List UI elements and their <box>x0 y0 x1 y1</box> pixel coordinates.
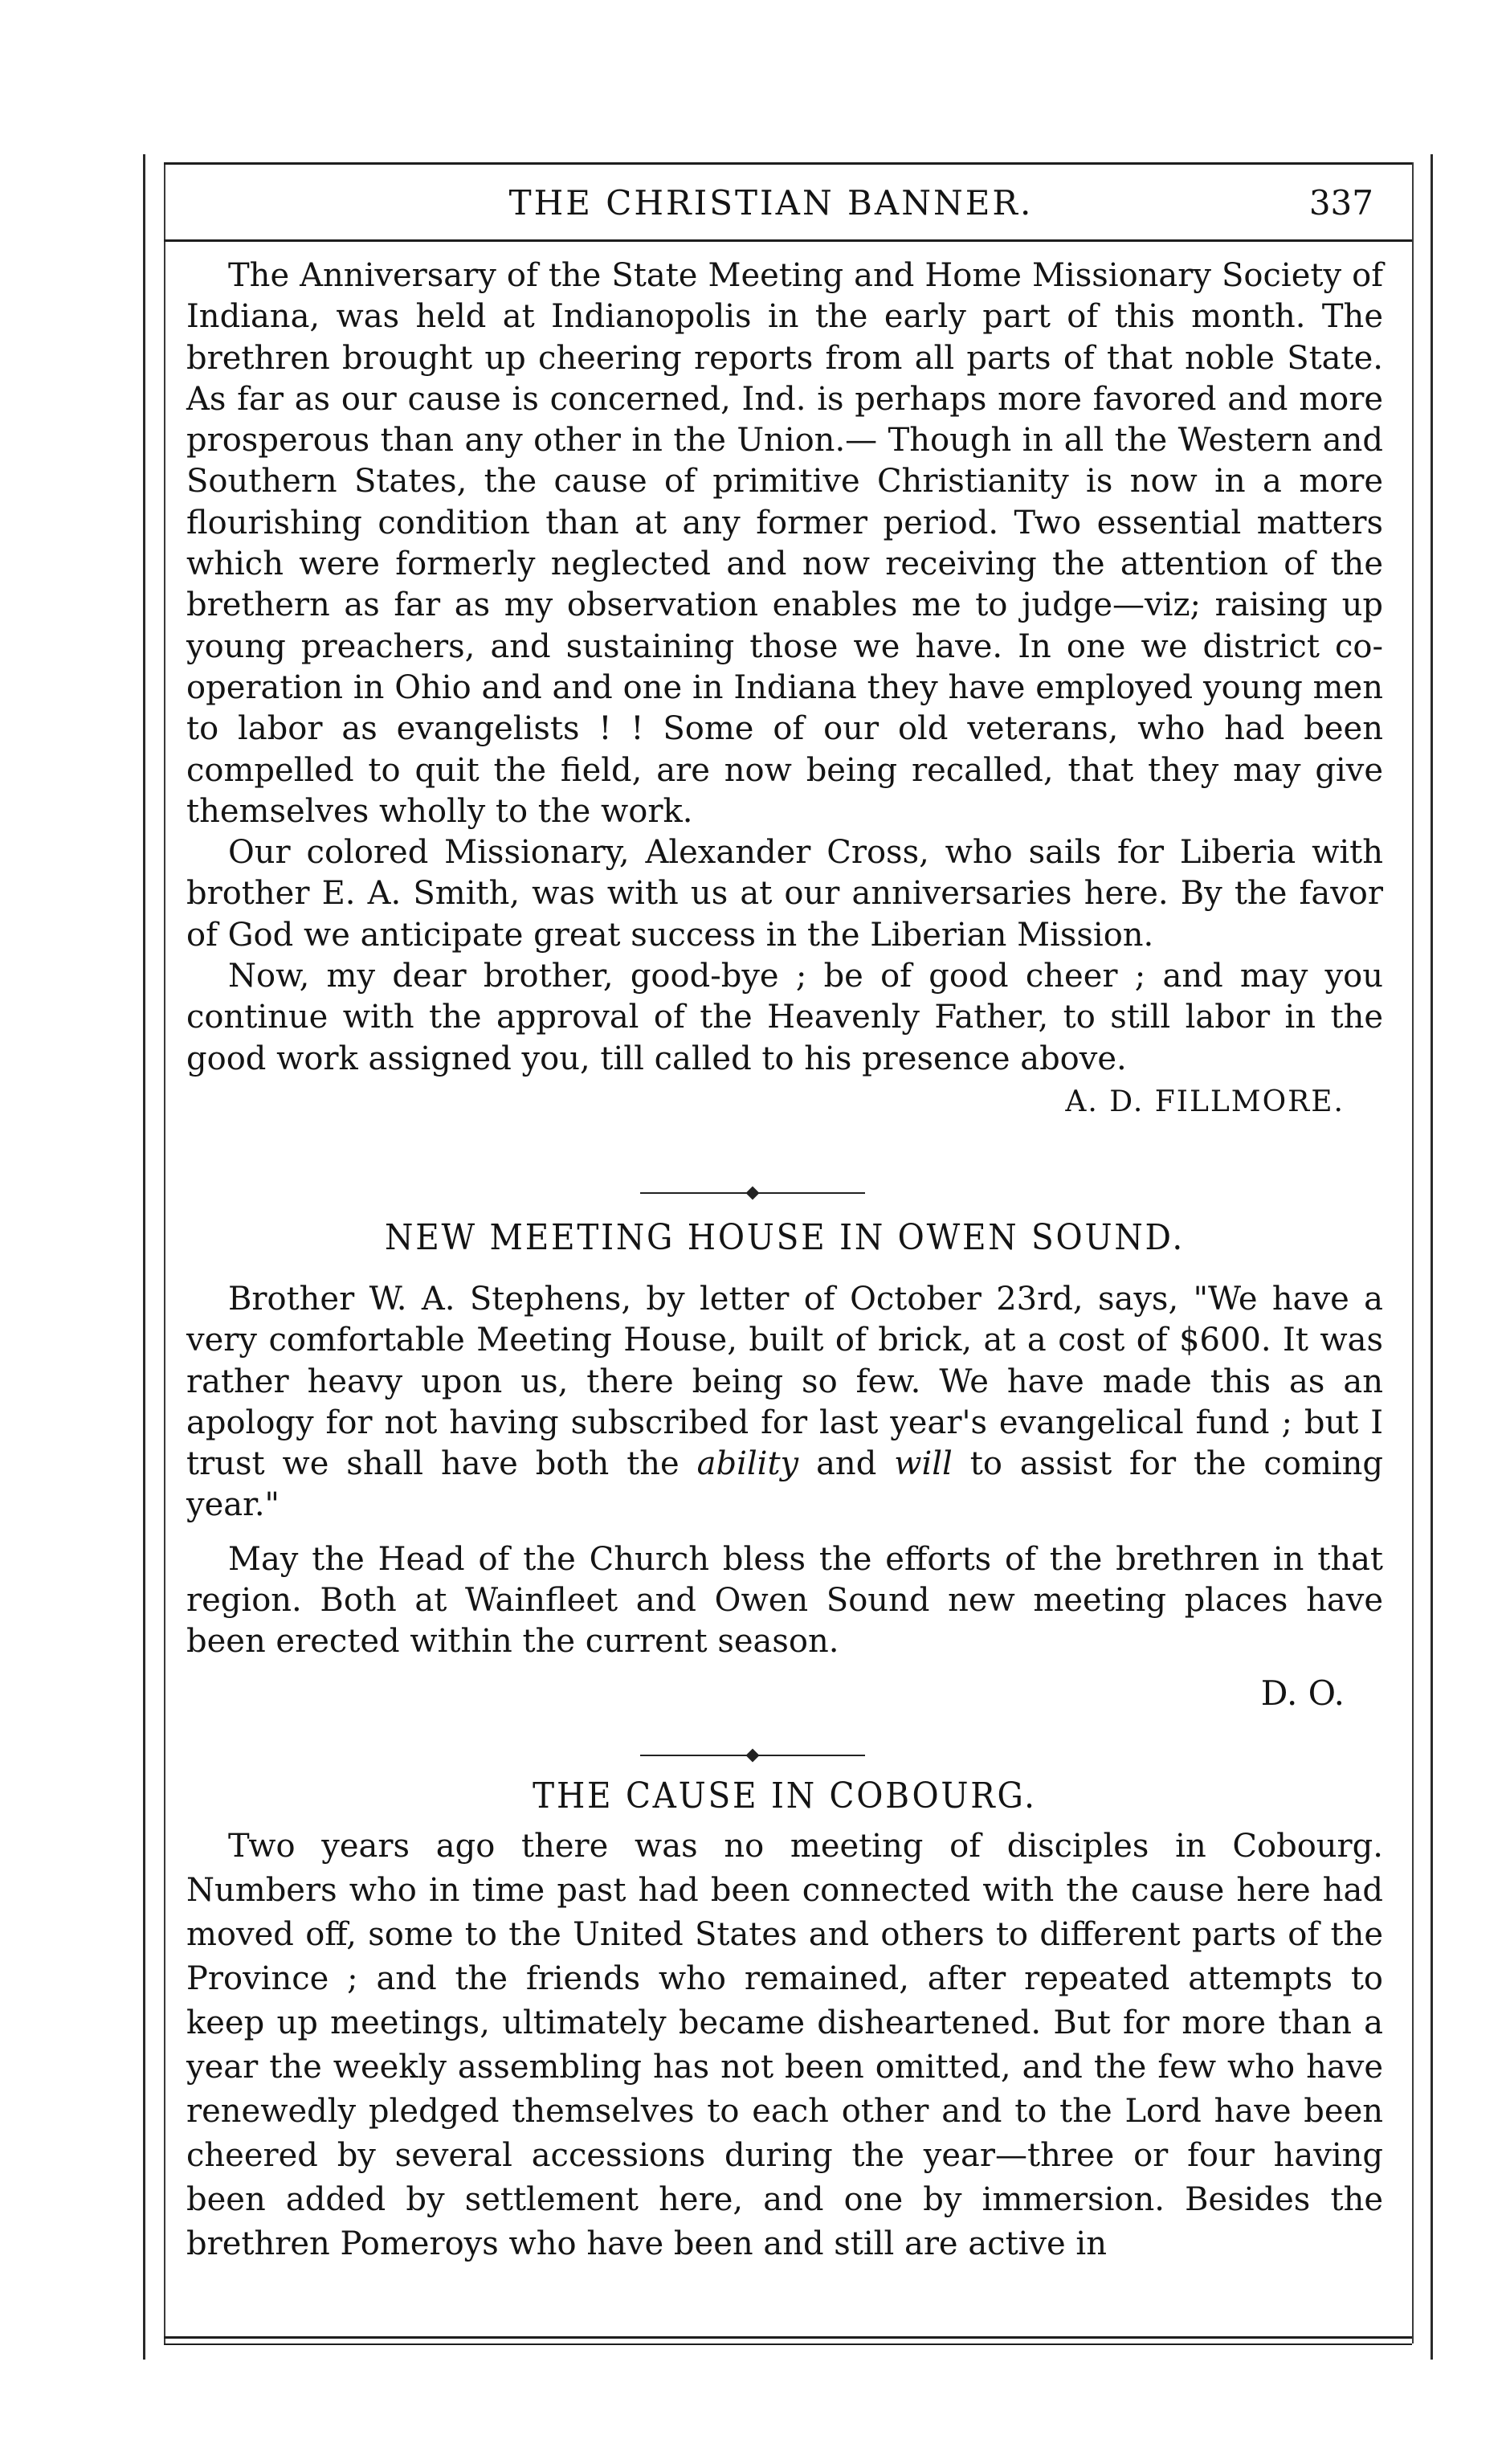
anniversary-paragraph-2: Our colored Missionary, Alexander Cross, who sails for Liberia with brother E. A. Smith, was with us at our anniversaries here. By the favor of God we anticipate great success in the Liberian Mission. <box>186 834 1383 954</box>
owen-sound-p1-text-b: and <box>816 1445 877 1483</box>
header-bottom-rule <box>164 239 1412 242</box>
owen-sound-heading: NEW MEETING HOUSE IN OWEN SOUND. <box>385 1217 1185 1258</box>
running-title: THE CHRISTIAN BANNER. <box>508 183 1034 223</box>
anniversary-paragraph-3: Now, my dear brother, good-bye ; be of good cheer ; and may you continue with the approval of the Heavenly Father, to still labor in the good work assigned you, till called to his presence above. <box>186 958 1383 1077</box>
section-divider-2 <box>640 1750 865 1761</box>
owen-sound-paragraph-2: May the Head of the Church bless the efforts of the brethren in that region. Both at Wainfleet and Owen Sound new meeting places have been erected within the current season. <box>186 1540 1383 1661</box>
owen-sound-section <box>186 1217 1383 1716</box>
anniversary-section <box>186 255 1383 1125</box>
do-signature: D. O. <box>1260 1673 1345 1713</box>
footer-rule-2 <box>164 2343 1412 2345</box>
divider-ornament <box>746 1187 760 1200</box>
owen-sound-p1-text-c: to assist for the coming year." <box>186 1445 1383 1524</box>
cobourg-heading: THE CAUSE IN COBOURG. <box>533 1775 1037 1816</box>
owen-sound-p1-em-ability: ability <box>696 1445 799 1483</box>
page-number: 337 <box>1308 183 1373 223</box>
cobourg-section <box>186 1775 1383 2266</box>
header-top-rule <box>164 162 1412 165</box>
owen-sound-p1-text-a: Brother W. A. Stephens, by letter of October 23rd, says, "We have a very comfortable Meeting House, built of brick, at a cost of $600. It was rather heavy upon us, there being so few. We have made this as an apology for not having subscribed for last year's evangelical fund ; but I trust we shall have both the <box>186 1281 1383 1483</box>
section-divider-1 <box>640 1187 865 1199</box>
cobourg-paragraph: Two years ago there was no meeting of disciples in Cobourg. Numbers who in time past had been connected with the cause here had moved off, some to the United States and others to different parts of the Province ; and the friends who remained, after repeated attempts to keep up meetings, ultimately became disheartened. But for more than a year the weekly assembling has not been omitted, and the few who have renewedly pledged themselves to each other and to the Lord have been cheered by several accessions during the year—three or four having been added by settlement here, and one by immersion. Besides the brethren Pomeroys who have been and still are active in <box>186 1828 1383 2262</box>
anniversary-paragraph-1: The Anniversary of the State Meeting and Home Missionary Society of Indiana, was held at Indianopolis in the early part of this month. The brethren brought up cheering reports from all parts of that noble State. As far as our cause is concerned, Ind. is perhaps more favored and more prosperous than any other in the Union.— Though in all the Western and Southern States, the cause of primitive Christianity is now in a more flourishing condition than at any former period. Two essential matters which were formerly neglected and now receiving the attention of the brethern as far as my observation enables me to judge—viz; raising up young preachers, and sustaining those we have. In one we district co-operation in Ohio and and one in Indiana they have employed young men to labor as evangelists ! ! Some of our old veterans, who had been compelled to quit the field, are now being recalled, that they may give themselves wholly to the work. <box>186 257 1383 830</box>
owen-sound-paragraph-1 <box>186 1279 1383 1526</box>
owen-sound-p1-em-will: will <box>894 1445 953 1483</box>
divider-ornament <box>746 1749 760 1763</box>
footer-rule-1 <box>164 2336 1412 2339</box>
fillmore-signature: A. D. FILLMORE. <box>1065 1085 1345 1118</box>
